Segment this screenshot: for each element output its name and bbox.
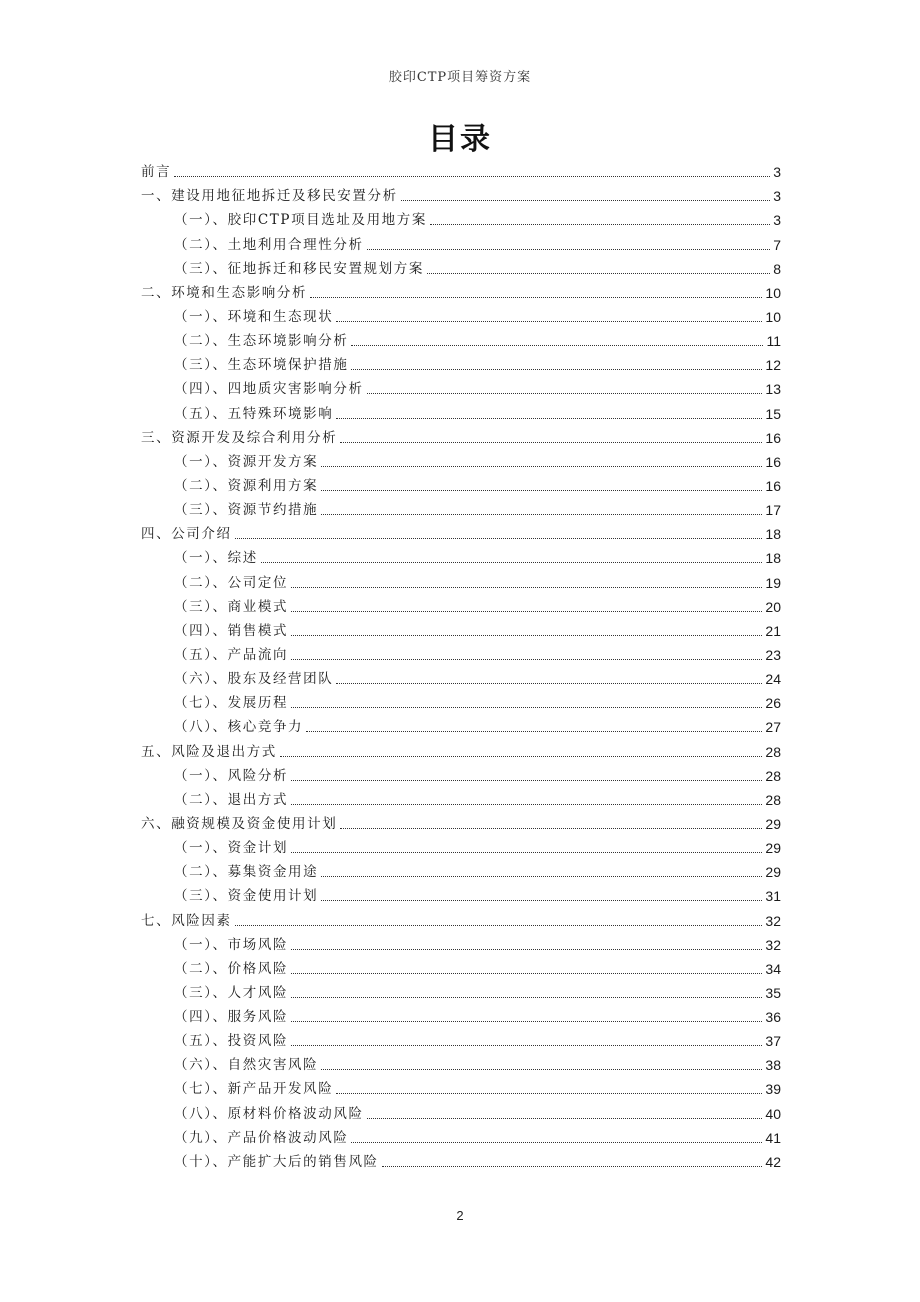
toc-entry-label: （一）、综述 — [174, 550, 258, 567]
toc-entry-page: 35 — [765, 984, 781, 1001]
toc-dot-leader — [291, 1021, 762, 1022]
toc-dot-leader — [291, 804, 762, 805]
toc-entry-page: 29 — [765, 815, 781, 832]
toc-entry-label: 一、建设用地征地拆迁及移民安置分析 — [141, 188, 398, 205]
toc-entry-page: 38 — [765, 1057, 781, 1074]
toc-entry-label: （三）、资源节约措施 — [174, 502, 319, 519]
toc-dot-leader — [291, 997, 762, 998]
toc-entry-label: 三、资源开发及综合利用分析 — [141, 429, 338, 446]
toc-dot-leader — [235, 538, 763, 539]
toc-entry-page: 39 — [765, 1081, 781, 1098]
toc-entry[interactable] — [141, 232, 781, 256]
toc-entry-page: 12 — [765, 357, 781, 374]
toc-entry[interactable] — [141, 1029, 781, 1053]
toc-dot-leader — [367, 1118, 763, 1119]
toc-entry-label: （三）、人才风险 — [174, 984, 289, 1001]
toc-entry-label: （三）、资金使用计划 — [174, 888, 319, 905]
toc-entry[interactable] — [141, 933, 781, 957]
toc-entry[interactable] — [141, 860, 781, 884]
toc-dot-leader — [321, 514, 762, 515]
toc-dot-leader — [401, 200, 771, 201]
toc-dot-leader — [321, 876, 762, 877]
toc-entry[interactable] — [141, 426, 781, 450]
toc-entry-label: （一）、风险分析 — [174, 767, 289, 784]
toc-entry-label: （三）、生态环境保护措施 — [174, 357, 349, 374]
toc-entry-page: 29 — [765, 864, 781, 881]
toc-entry-label: （一）、市场风险 — [174, 936, 289, 953]
page-title: 目录 — [428, 122, 492, 157]
toc-entry[interactable] — [141, 257, 781, 281]
toc-dot-leader — [310, 297, 762, 298]
toc-entry[interactable] — [141, 281, 781, 305]
toc-entry-label: （四）、销售模式 — [174, 622, 289, 639]
toc-entry-label: （六）、股东及经营团队 — [174, 671, 334, 688]
toc-entry-page: 16 — [765, 429, 781, 446]
toc-dot-leader — [291, 973, 762, 974]
toc-entry[interactable] — [141, 788, 781, 812]
toc-entry-label: （三）、征地拆迁和移民安置规划方案 — [174, 260, 424, 277]
toc-entry-page: 16 — [765, 477, 781, 494]
toc-entry-page: 21 — [765, 622, 781, 639]
toc-entry-page: 26 — [765, 695, 781, 712]
toc-entry-page: 11 — [766, 333, 781, 350]
table-of-contents — [141, 160, 781, 1174]
toc-entry-label: （二）、退出方式 — [174, 791, 289, 808]
toc-entry[interactable] — [141, 184, 781, 208]
toc-entry-page: 27 — [765, 719, 781, 736]
toc-entry-label: （十）、产能扩大后的销售风险 — [174, 1153, 379, 1170]
toc-entry-label: （一）、资金计划 — [174, 840, 289, 857]
toc-dot-leader — [382, 1166, 763, 1167]
toc-entry-page: 3 — [773, 164, 781, 181]
toc-entry[interactable] — [141, 1150, 781, 1174]
toc-entry-page: 23 — [765, 646, 781, 663]
toc-dot-leader — [321, 490, 762, 491]
toc-entry-label: （一）、环境和生态现状 — [174, 308, 334, 325]
toc-entry-label: （一）、资源开发方案 — [174, 453, 319, 470]
toc-entry[interactable] — [141, 546, 781, 570]
toc-dot-leader — [291, 635, 762, 636]
toc-entry[interactable] — [141, 1126, 781, 1150]
toc-entry[interactable] — [141, 691, 781, 715]
toc-entry-label: 七、风险因素 — [141, 912, 232, 929]
toc-entry[interactable] — [141, 329, 781, 353]
toc-entry-label: （二）、资源利用方案 — [174, 477, 319, 494]
toc-entry-page: 42 — [765, 1153, 781, 1170]
toc-entry[interactable] — [141, 957, 781, 981]
toc-entry-label: （六）、自然灾害风险 — [174, 1057, 319, 1074]
toc-entry-label: 六、融资规模及资金使用计划 — [141, 815, 338, 832]
toc-entry-label: （八）、原材料价格波动风险 — [174, 1105, 364, 1122]
toc-entry[interactable] — [141, 1077, 781, 1101]
toc-dot-leader — [291, 587, 762, 588]
toc-entry[interactable] — [141, 812, 781, 836]
toc-entry-page: 18 — [765, 550, 781, 567]
toc-entry[interactable] — [141, 619, 781, 643]
toc-dot-leader — [336, 683, 762, 684]
toc-entry[interactable] — [141, 353, 781, 377]
toc-entry-page: 28 — [765, 791, 781, 808]
toc-dot-leader — [340, 828, 762, 829]
toc-entry-label: 四、公司介绍 — [141, 526, 232, 543]
toc-entry-page: 29 — [765, 840, 781, 857]
toc-dot-leader — [291, 949, 762, 950]
toc-entry-page: 16 — [765, 453, 781, 470]
toc-dot-leader — [291, 1045, 762, 1046]
toc-entry-page: 7 — [773, 236, 781, 253]
toc-entry-label: （五）、投资风险 — [174, 1033, 289, 1050]
toc-dot-leader — [336, 418, 762, 419]
toc-entry-label: 前言 — [141, 164, 172, 181]
toc-entry-label: 二、环境和生态影响分析 — [141, 284, 308, 301]
toc-entry-label: （五）、产品流向 — [174, 646, 289, 663]
toc-entry-page: 28 — [765, 743, 781, 760]
toc-entry[interactable] — [141, 1005, 781, 1029]
toc-entry-page: 10 — [765, 308, 781, 325]
toc-entry[interactable] — [141, 160, 781, 184]
toc-entry[interactable] — [141, 450, 781, 474]
toc-dot-leader — [321, 1069, 762, 1070]
toc-dot-leader — [351, 345, 763, 346]
toc-entry[interactable] — [141, 522, 781, 546]
toc-entry-page: 17 — [765, 502, 781, 519]
toc-entry-page: 32 — [765, 912, 781, 929]
toc-dot-leader — [336, 321, 762, 322]
toc-dot-leader — [427, 273, 770, 274]
toc-entry[interactable] — [141, 570, 781, 594]
toc-entry-page: 37 — [765, 1033, 781, 1050]
toc-entry-label: （二）、生态环境影响分析 — [174, 333, 349, 350]
toc-entry-label: （二）、土地利用合理性分析 — [174, 236, 364, 253]
toc-entry[interactable] — [141, 401, 781, 425]
toc-dot-leader — [261, 562, 763, 563]
page-number: 2 — [456, 1208, 464, 1223]
toc-entry-label: （三）、商业模式 — [174, 598, 289, 615]
toc-dot-leader — [430, 224, 770, 225]
toc-entry[interactable] — [141, 498, 781, 522]
toc-dot-leader — [367, 249, 771, 250]
toc-entry[interactable] — [141, 836, 781, 860]
toc-entry[interactable] — [141, 377, 781, 401]
toc-entry-page: 24 — [765, 671, 781, 688]
toc-entry-page: 41 — [765, 1129, 781, 1146]
toc-entry-page: 31 — [765, 888, 781, 905]
toc-entry-page: 36 — [765, 1009, 781, 1026]
toc-entry[interactable] — [141, 208, 781, 232]
running-header: 胶印CTP项目筹资方案 — [388, 70, 532, 85]
toc-entry-page: 20 — [765, 598, 781, 615]
toc-entry-page: 13 — [765, 381, 781, 398]
toc-entry-label: 五、风险及退出方式 — [141, 743, 277, 760]
toc-dot-leader — [291, 780, 762, 781]
toc-dot-leader — [306, 731, 762, 732]
toc-entry-page: 18 — [765, 526, 781, 543]
toc-dot-leader — [291, 611, 762, 612]
toc-entry[interactable] — [141, 715, 781, 739]
toc-entry-label: （四）、四地质灾害影响分析 — [174, 381, 364, 398]
toc-entry-page: 15 — [765, 405, 781, 422]
toc-entry-page: 28 — [765, 767, 781, 784]
toc-entry[interactable] — [141, 764, 781, 788]
toc-entry-label: （五）、五特殊环境影响 — [174, 405, 334, 422]
toc-entry[interactable] — [141, 908, 781, 932]
toc-entry[interactable] — [141, 1053, 781, 1077]
toc-entry-page: 8 — [773, 260, 781, 277]
toc-entry-page: 19 — [765, 574, 781, 591]
toc-dot-leader — [336, 1093, 762, 1094]
toc-entry[interactable] — [141, 643, 781, 667]
toc-entry[interactable] — [141, 739, 781, 763]
toc-dot-leader — [174, 176, 770, 177]
toc-dot-leader — [291, 852, 762, 853]
toc-entry[interactable] — [141, 981, 781, 1005]
toc-entry-page: 34 — [765, 960, 781, 977]
toc-entry-page: 3 — [773, 212, 781, 229]
toc-entry[interactable] — [141, 474, 781, 498]
toc-entry-label: （一）、胶印CTP项目选址及用地方案 — [174, 212, 427, 229]
toc-dot-leader — [291, 659, 762, 660]
toc-entry-label: （八）、核心竞争力 — [174, 719, 304, 736]
toc-entry-label: （二）、价格风险 — [174, 960, 289, 977]
toc-entry-label: （九）、产品价格波动风险 — [174, 1129, 349, 1146]
toc-dot-leader — [340, 442, 762, 443]
toc-entry-page: 3 — [773, 188, 781, 205]
toc-dot-leader — [351, 1142, 762, 1143]
toc-entry[interactable] — [141, 667, 781, 691]
toc-entry[interactable] — [141, 595, 781, 619]
toc-dot-leader — [321, 900, 762, 901]
toc-entry-page: 32 — [765, 936, 781, 953]
toc-entry[interactable] — [141, 884, 781, 908]
toc-entry[interactable] — [141, 1101, 781, 1125]
toc-entry-label: （二）、募集资金用途 — [174, 864, 319, 881]
toc-entry-label: （四）、服务风险 — [174, 1009, 289, 1026]
toc-dot-leader — [291, 707, 762, 708]
toc-dot-leader — [235, 925, 763, 926]
toc-entry[interactable] — [141, 305, 781, 329]
toc-entry-label: （七）、新产品开发风险 — [174, 1081, 334, 1098]
toc-dot-leader — [280, 756, 763, 757]
toc-dot-leader — [351, 369, 762, 370]
toc-dot-leader — [321, 466, 762, 467]
toc-entry-label: （七）、发展历程 — [174, 695, 289, 712]
toc-entry-label: （二）、公司定位 — [174, 574, 289, 591]
toc-dot-leader — [367, 393, 763, 394]
toc-entry-page: 10 — [765, 284, 781, 301]
toc-entry-page: 40 — [765, 1105, 781, 1122]
